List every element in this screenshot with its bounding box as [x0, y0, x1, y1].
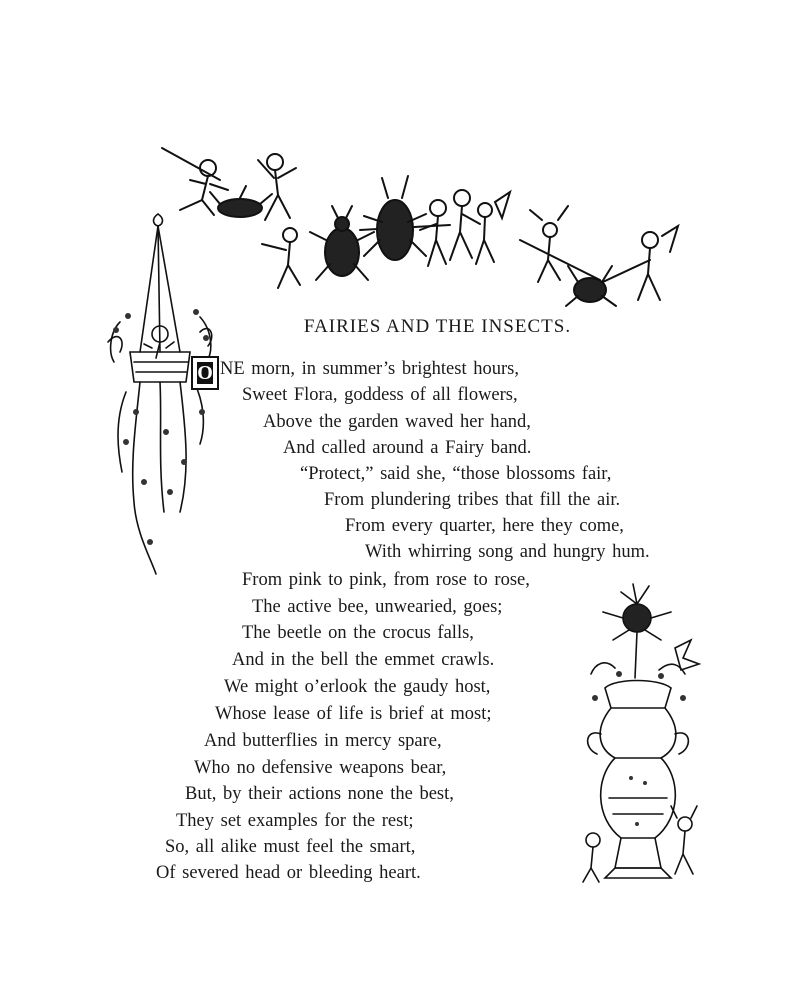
poem-line: “Protect,” said she, “those blossoms fair,	[300, 464, 612, 484]
poem-line: From plundering tribes that fill the air.	[324, 490, 621, 510]
poem-line: They set examples for the rest;	[176, 811, 414, 831]
fairy-procession-illustration	[150, 140, 690, 320]
poem-line: Of severed head or bleeding heart.	[156, 863, 421, 883]
hanging-basket-illustration	[100, 212, 220, 582]
poem-line: Who no defensive weapons bear,	[194, 758, 447, 778]
poem-line: The beetle on the crocus falls,	[242, 623, 474, 643]
poem-line: But, by their actions none the best,	[185, 784, 454, 804]
poem-line: NE morn, in summer’s brightest hours,	[220, 359, 519, 379]
poem-line: Above the garden waved her hand,	[263, 412, 531, 432]
drop-cap	[191, 356, 219, 390]
poem-title: FAIRIES AND THE INSECTS.	[303, 316, 572, 337]
poem-line: The active bee, unwearied, goes;	[252, 597, 503, 617]
poem-line: And butterflies in mercy spare,	[204, 731, 442, 751]
poem-line: From every quarter, here they come,	[345, 516, 624, 536]
poem-line: From pink to pink, from rose to rose,	[242, 570, 530, 590]
poem-line: So, all alike must feel the smart,	[165, 837, 416, 857]
poem-line: With whirring song and hungry hum.	[365, 542, 650, 562]
poem-line: Whose lease of life is brief at most;	[215, 704, 492, 724]
flower-vase-illustration	[575, 578, 703, 898]
poem-line: And in the bell the emmet crawls.	[232, 650, 495, 670]
drop-cap-letter: O	[197, 362, 213, 384]
poem-line: And called around a Fairy band.	[283, 438, 532, 458]
poem-line: We might o’erlook the gaudy host,	[224, 677, 491, 697]
poem-line: Sweet Flora, goddess of all flowers,	[242, 385, 518, 405]
